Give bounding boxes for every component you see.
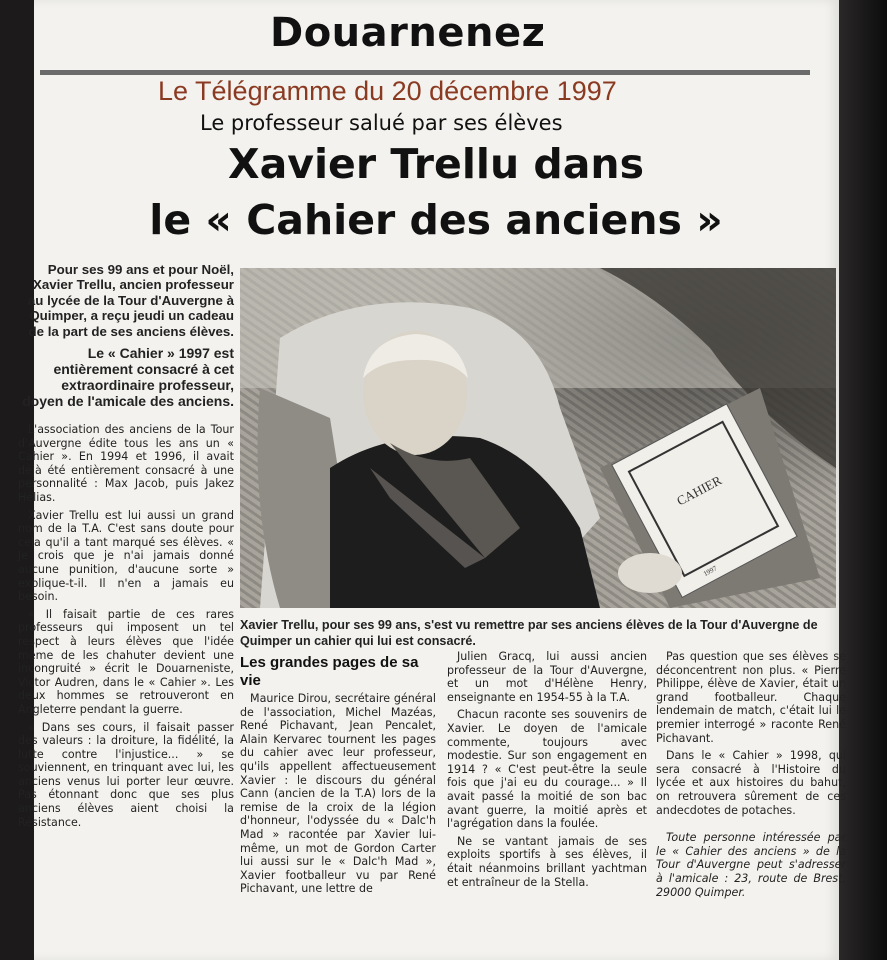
source-line: Le Télégramme du 20 décembre 1997 [158, 76, 617, 106]
contact-note: Toute personne intéressée par le « Cahier des anciens » de la Tour d'Auvergne peut s'adresser à l'amicale : 23, route de Brest, 29000 Quimper. [656, 831, 846, 899]
section-title: Douarnenez [270, 10, 546, 56]
background-edge [839, 0, 887, 960]
lead-paragraph-2: Le « Cahier » 1997 est entièrement consacré à cet extraordinaire professeur, doyen de l'amicale des anciens. [22, 345, 234, 410]
body-paragraph: Dans le « Cahier » 1998, qui sera consacré à l'Histoire du lycée et aux histoires du bahut, on retrouvera sûrement de ces andecdotes de potaches. [656, 749, 846, 817]
photo-xavier-trellu [240, 268, 836, 608]
photo-caption: Xavier Trellu, pour ses 99 ans, s'est vu remettre par ses anciens élèves de la Tour d'Auvergne de Quimper un cahier qui lui est consacré. [240, 618, 818, 648]
column-2 [240, 692, 436, 896]
left-column [18, 262, 234, 829]
body-paragraph: L'association des anciens de la Tour d'Auvergne édite tous les ans un « Cahier ». En 1994 et 1996, il avait déjà été entièrement consacré à une personnalité : Max Jacob, puis Jakez Hélias. [18, 423, 234, 504]
column-4 [656, 650, 846, 899]
headline-line-2: le « Cahier des anciens » [149, 196, 723, 244]
body-paragraph: Ne se vantant jamais de ses exploits sportifs à ses élèves, il était néanmoins brillant yachtman et entraîneur de la Stella. [447, 834, 647, 889]
body-paragraph: Maurice Dirou, secrétaire général de l'association, Michel Mazéas, René Pichavant, Jean Pencalet, Alain Kervarec tournent les pages du cahier avec leur professeur, qu'ils appellent affectueusement Xavier : le discours du général Cann (ancien de la T.A) lors de la remise de la croix de la légion d'honneur, l'odyssée du « Dalc'h Mad » racontée par Xavier lui-même, un mot de Gordon Carter lui aussi sur le « Dalc'h Mad », Xavier footballeur vu par René Pichavant, une lettre de [240, 692, 436, 896]
book-title: CAHIER [674, 472, 724, 509]
subhead: Les grandes pages de sa vie [240, 654, 419, 689]
body-paragraph: Chacun raconte ses souvenirs de Xavier. Le doyen de l'amicale commente, toujours avec modestie. Sur son engagement en 1914 ? « C'est peut-être la seule fois que j'ai eu du courage... » Il avait passé la moitié de son bac avant guerre, la moitié après et l'agrégation dans la foulée. [447, 708, 647, 831]
body-paragraph: « Dans ses cours, il faisait passer des valeurs : la droiture, la fidélité, la lutte contre l'injustice... » se souviennent, en trinquant avec lui, les anciens venus lui porter leur œuvre. Pas étonnant donc que ses plus anciens élèves aient choisi la Résistance. [18, 720, 234, 829]
body-paragraph: Xavier Trellu est lui aussi un grand nom de la T.A. C'est sans doute pour cela qu'il a tant marqué ses élèves. « Je crois que je n'ai jamais donné aucune punition, d'aucune sorte » explique-t-il. Il n'en a jamais eu besoin. [18, 508, 234, 604]
column-3 [447, 650, 647, 889]
book-year: 1997 [702, 564, 719, 578]
body-paragraph: « Il faisait partie de ces rares professeurs qui imposent un tel respect à leurs élèves que l'idée même de les chahuter devient une incongruité » écrit le Douarneniste, Victor Audren, dans le « Cahier ». Les deux hommes se retrouveront en Angleterre pendant la guerre. [18, 607, 234, 716]
lead-paragraph: Pour ses 99 ans et pour Noël, Xavier Trellu, ancien professeur au lycée de la Tour d'Auvergne à Quimper, a reçu jeudi un cadeau de la part de ses anciens élèves. [27, 262, 234, 339]
section-rule [40, 70, 810, 75]
kicker: Le professeur salué par ses élèves [200, 111, 563, 135]
headline [56, 136, 816, 248]
photo-illustration [240, 268, 836, 608]
body-paragraph: Pas question que ses élèves se déconcentrent non plus. « Pierre Philippe, élève de Xavier, était un grand footballeur. Chaque lendemain de match, c'était lui le premier interrogé » raconte René Pichavant. [656, 650, 846, 745]
body-paragraph: Julien Gracq, lui aussi ancien professeur de la Tour d'Auvergne, et un mot d'Hélène Henry, enseignante en 1954-55 à la T.A. [447, 650, 647, 704]
headline-line-1: Xavier Trellu dans [227, 140, 645, 188]
